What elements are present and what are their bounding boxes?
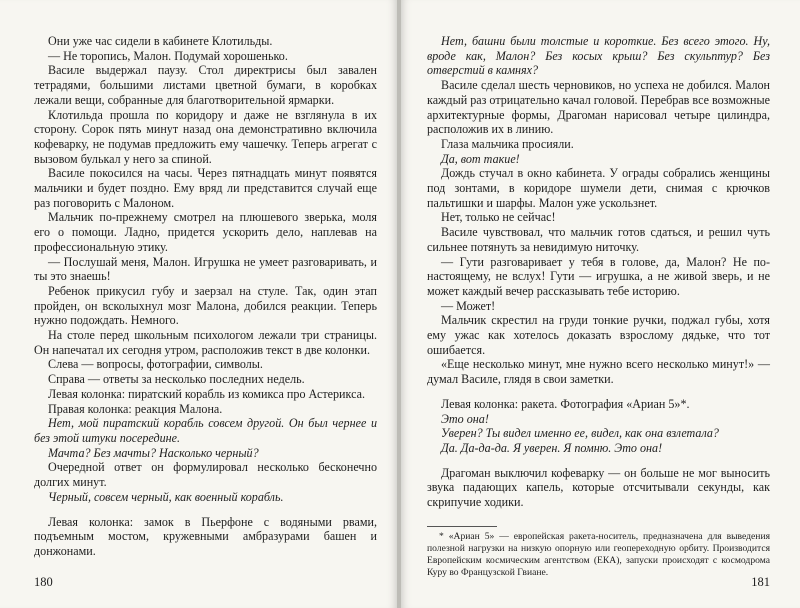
paragraph: Справа — ответы за несколько последних недель.: [48, 372, 305, 387]
paragraph: Дождь стучал в окно кабинета. У ограды собрались женщины под зонтами, в коридоре шумели дети, снимая с крючков пальтишки и шарфы. Малон уже ускользнет.: [427, 166, 770, 210]
right-page-text: [427, 34, 770, 510]
paragraph: Черный, совсем черный, как военный корабль.: [48, 489, 284, 504]
paragraph: На столе перед школьным психологом лежали три страницы. Он напечатал их сегодня утром, расположив текст в две колонки.: [34, 328, 377, 357]
paragraph: Василе чувствовал, что мальчик готов сдаться, и решил чуть сильнее потянуть за невидимую ниточку.: [427, 225, 770, 254]
paragraph: Да, вот такие!: [441, 151, 520, 166]
paragraph: — Гути разговаривает у тебя в голове, да, Малон? Не по-настоящему, не вслух! Гути — игрушка, а не живой зверь, и не может каждый вечер рассказывать тебе историю.: [427, 254, 770, 298]
paragraph: Василе сделал шесть черновиков, но успеха не добился. Малон каждый раз отрицательно качал головой. Перебрав все возможные архитектурные формы, Драгоман нарисовал четыре цилиндра, расположив их в линию.: [427, 78, 770, 137]
left-page: [0, 0, 397, 608]
paragraph: «Еще несколько минут, мне нужно всего несколько минут!» — думал Василе, глядя в свои заметки.: [427, 357, 770, 387]
paragraph: Уверен? Ты видел именно ее, видел, как она взлетала?: [441, 426, 719, 441]
paragraph: — Не торопись, Малон. Подумай хорошенько.: [48, 48, 288, 63]
paragraph: Слева — вопросы, фотографии, символы.: [48, 357, 263, 372]
footnote-divider: [427, 526, 497, 527]
paragraph: Клотильда прошла по коридору и даже не взглянула в их сторону. Сорок пять минут назад она демонстративно включила кофеварку, не подумав предложить ему чашечку. Теперь агрегат с вызовом булькал у него за спиной.: [34, 107, 377, 166]
paragraph: Нет, мой пиратский корабль совсем другой. Он был чернее и без этой штуки посередине.: [34, 416, 377, 445]
paragraph: Нет, башни были толстые и короткие. Без всего этого. Ну, вроде как, Малон? Без косых крыш? Без скульптур? Без отверстий в камнях?: [427, 34, 770, 78]
paragraph: Василе покосился на часы. Через пятнадцать минут появятся мальчики и будет поздно. Ему вряд ли представится случай еще раз поговорить с Малоном.: [34, 166, 377, 210]
paragraph: — Может!: [441, 298, 496, 313]
paragraph: Драгоман выключил кофеварку — он больше не мог выносить звука падающих капель, которые отсчитывали секунды, как скрипучие ходики.: [427, 465, 770, 510]
paragraph: Мачта? Без мачты? Насколько черный?: [48, 445, 259, 460]
paragraph: Они уже час сидели в кабинете Клотильды.: [48, 34, 273, 48]
paragraph: Ребенок прикусил губу и заерзал на стуле. Так, один этап пройден, он всколыхнул мозг Малона, добился реакции. Теперь нужно подождать. Немного.: [34, 283, 377, 328]
paragraph: Левая колонка: ракета. Фотография «Ариан 5»*.: [441, 396, 690, 411]
paragraph: — Послушай меня, Малон. Игрушка не умеет разговаривать, и ты это знаешь!: [34, 254, 377, 284]
paragraph: Да. Да-да-да. Я уверен. Я помню. Это она!: [441, 440, 663, 455]
paragraph: Левая колонка: пиратский корабль из комикса про Астерикса.: [48, 386, 365, 401]
right-page: [401, 0, 800, 608]
page-number-left: 180: [34, 575, 53, 589]
paragraph: Левая колонка: замок в Пьерфоне с водяными рвами, подъемным мостом, кружевными амбразурами башен и донжонами.: [34, 514, 377, 558]
paragraph: Мальчик скрестил на груди тонкие ручки, поджал губы, хотя ему ужас как хотелось доказать взрослому дядьке, что тот ошибается.: [427, 313, 770, 357]
paragraph: Это она!: [441, 411, 489, 426]
paragraph: Василе выдержал паузу. Стол директрисы был завален тетрадями, большими листами цветной бумаги, в коробках лежали вещи, собранные для благотворительной ярмарки.: [34, 63, 377, 107]
paragraph: Очередной ответ он формулировал несколько бесконечно долгих минут.: [34, 460, 377, 490]
paragraph: Нет, только не сейчас!: [441, 210, 556, 225]
paragraph: Глаза мальчика просияли.: [441, 136, 574, 151]
page-number-right: 181: [751, 575, 770, 589]
footnote: * «Ариан 5» — европейская ракета-носитель, предназначена для выведения полезной нагрузки на низкую опорную или геопереходную орбиту. Производится Европейским космическим агентством (ЕКА), запуски происходят с космодрома Куру во Французской Гвиане.: [427, 530, 770, 578]
paragraph: Мальчик по-прежнему смотрел на плюшевого зверька, моля его о помощи. Ладно, придется ускорить дело, наплевав на профессиональную этику.: [34, 210, 377, 254]
paragraph: Правая колонка: реакция Малона.: [48, 401, 223, 416]
left-page-text: [34, 34, 377, 559]
